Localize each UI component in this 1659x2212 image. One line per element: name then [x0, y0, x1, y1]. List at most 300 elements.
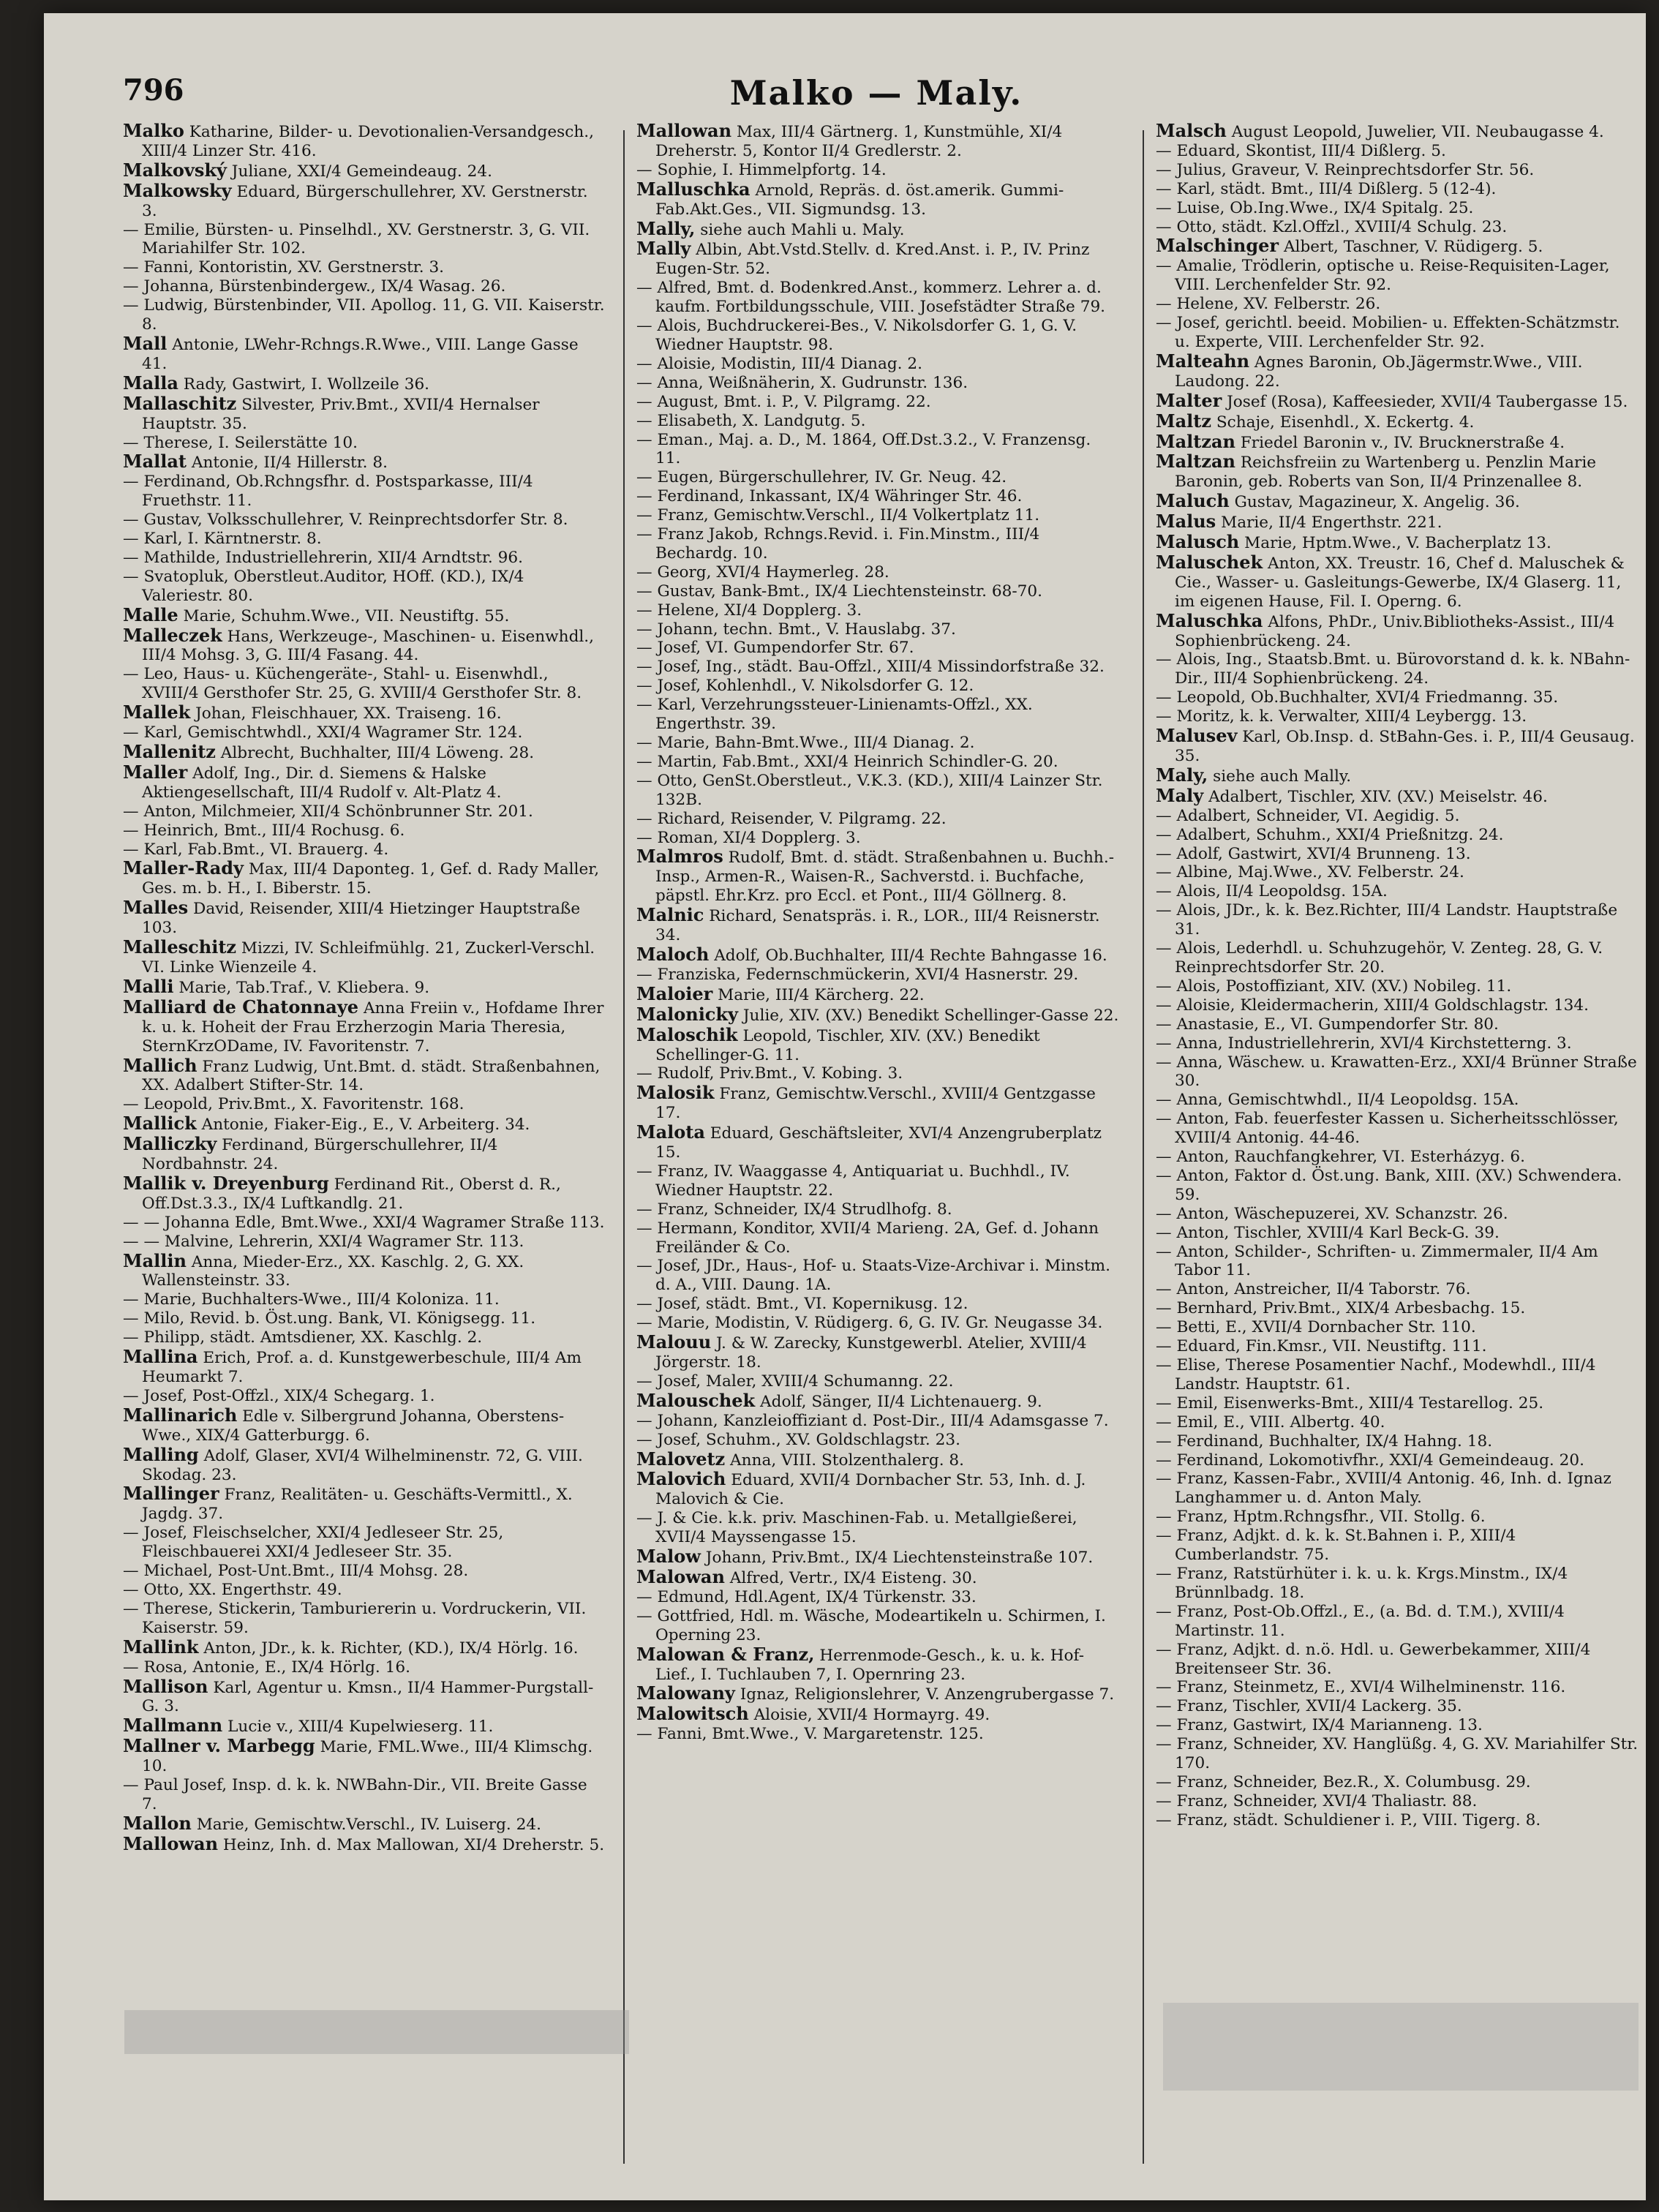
- entry-details: — Richard, Reisender, V. Pilgramg. 22.: [636, 809, 947, 828]
- entry-details: — Franz, Ratstürhüter i. k. u. k. Krgs.Minstm., IX/4 Brünnlbadg. 18.: [1156, 1564, 1568, 1602]
- entry-details: Agnes Baronin, Ob.Jägermstr.Wwe., VIII. Laudong. 22.: [1175, 353, 1583, 391]
- directory-entry: [123, 723, 606, 742]
- directory-entry: [636, 1645, 1119, 1685]
- entry-surname: Mallinger: [123, 1483, 219, 1505]
- entry-details: — Emilie, Bürsten- u. Pinselhdl., XV. Gerstnerstr. 3, G. VII. Mariahilfer Str. 102.: [123, 220, 590, 258]
- entry-details: — Georg, XVI/4 Haymerleg. 28.: [636, 563, 889, 582]
- directory-entry: [123, 1214, 606, 1233]
- directory-entry: [1156, 391, 1639, 412]
- entry-surname: Mallner v. Marbegg: [123, 1735, 315, 1757]
- entry-details: — Alois, II/4 Leopoldsg. 15A.: [1156, 882, 1388, 901]
- entry-details: Marie, Tab.Traf., V. Kliebera. 9.: [178, 978, 430, 997]
- directory-entry: [636, 1083, 1119, 1123]
- entry-details: Schaje, Eisenhdl., X. Eckertg. 4.: [1216, 413, 1475, 432]
- entry-surname: Malowitsch: [636, 1703, 749, 1725]
- entry-surname: Malowany: [636, 1682, 735, 1704]
- directory-entry: [1156, 1565, 1639, 1603]
- directory-entry: [1156, 553, 1639, 612]
- directory-entry: [123, 1776, 606, 1814]
- entry-surname: Maller: [123, 761, 188, 783]
- directory-entry: [636, 945, 1119, 966]
- entry-surname: Malovich: [636, 1468, 726, 1490]
- entry-details: — Ferdinand, Buchhalter, IX/4 Hahng. 18.: [1156, 1432, 1493, 1451]
- entry-details: Antonie, II/4 Hillerstr. 8.: [191, 454, 388, 473]
- directory-entry: [636, 431, 1119, 469]
- entry-details: — Marie, Bahn-Bmt.Wwe., III/4 Dianag. 2.: [636, 734, 975, 752]
- entry-details: — Anna, Wäschew. u. Krawatten-Erz., XXI/4 Brünner Straße 30.: [1156, 1053, 1637, 1091]
- entry-details: — Gustav, Bank-Bmt., IX/4 Liechtensteinstr. 68-70.: [636, 582, 1042, 601]
- entry-surname: Malkowsky: [123, 179, 232, 201]
- directory-entry: [636, 219, 1119, 240]
- directory-entry: [636, 966, 1119, 985]
- entry-surname: Malnic: [636, 904, 704, 926]
- entry-details: Arnold, Repräs. d. öst.amerik. Gummi-Fab.Akt.Ges., VII. Sigmundsg. 13.: [655, 181, 1064, 219]
- entry-details: — Alois, Buchdruckerei-Bes., V. Nikolsdorfer G. 1, G. V. Wiedner Hauptstr. 98.: [636, 317, 1077, 354]
- directory-entry: [123, 121, 606, 161]
- entry-details: Anna, VIII. Stolzenthalerg. 8.: [730, 1451, 965, 1470]
- entry-surname: Maloch: [636, 943, 710, 965]
- directory-entry: [123, 334, 606, 374]
- entry-details: — J. & Cie. k.k. priv. Maschinen-Fab. u. Metallgießerei, XVII/4 Mayssengasse 15.: [636, 1509, 1077, 1547]
- directory-entry: [1156, 1697, 1639, 1716]
- entry-details: — Anton, Tischler, XVIII/4 Karl Beck-G. 39.: [1156, 1223, 1500, 1242]
- directory-entry: [636, 279, 1119, 317]
- directory-entry: [636, 1725, 1119, 1744]
- entry-details: — Franz, Schneider, XV. Hanglüßg. 4, G. XV. Mariahilfer Str. 170.: [1156, 1735, 1639, 1773]
- directory-entry: [123, 763, 606, 802]
- entry-details: Albin, Abt.Vstd.Stellv. d. Kred.Anst. i. P., IV. Prinz Eugen-Str. 52.: [655, 241, 1090, 279]
- directory-entry: [636, 1372, 1119, 1391]
- directory-entry: [123, 703, 606, 723]
- entry-details: — Albine, Maj.Wwe., XV. Felberstr. 24.: [1156, 863, 1464, 882]
- directory-entry: [636, 1219, 1119, 1257]
- directory-entry: [123, 626, 606, 666]
- directory-entry: [636, 317, 1119, 355]
- directory-entry: [1156, 352, 1639, 391]
- entry-details: — Amalie, Trödlerin, optische u. Reise-Requisiten-Lager, VIII. Lerchenfelder Str. 92.: [1156, 257, 1610, 295]
- entry-surname: Malmros: [636, 846, 723, 868]
- directory-entry: [636, 582, 1119, 601]
- directory-entry: [636, 355, 1119, 374]
- directory-entry: [636, 1547, 1119, 1568]
- entry-details: — Leopold, Ob.Buchhalter, XVI/4 Friedmanng. 35.: [1156, 688, 1559, 707]
- entry-details: — Adolf, Gastwirt, XVI/4 Brunneng. 13.: [1156, 844, 1471, 863]
- entry-details: — Leo, Haus- u. Küchengeräte-, Stahl- u. Eisenwhdl., XVIII/4 Gersthofer Str. 25, G. XVIII/4 Gersthofer Str. 8.: [123, 665, 582, 703]
- directory-entry: [123, 161, 606, 181]
- directory-entry: [123, 277, 606, 296]
- directory-entry: [123, 1658, 606, 1677]
- entry-surname: Mallek: [123, 701, 191, 723]
- entry-details: — Roman, XI/4 Dopplerg. 3.: [636, 828, 861, 847]
- entry-surname: Malowan & Franz,: [636, 1643, 815, 1665]
- entry-details: — Ferdinand, Inkassant, IX/4 Währinger Str. 46.: [636, 487, 1023, 506]
- entry-surname: Malling: [123, 1443, 199, 1465]
- entry-details: — Ferdinand, Ob.Rchngsfhr. d. Postsparkasse, III/4 Fruethstr. 11.: [123, 473, 533, 511]
- entry-surname: Malli: [123, 975, 174, 997]
- directory-entry: [636, 506, 1119, 525]
- entry-details: — Mathilde, Industriellehrerin, XII/4 Arndtstr. 96.: [123, 548, 523, 567]
- directory-entry: [636, 1431, 1119, 1450]
- directory-entry: [1156, 1110, 1639, 1148]
- directory-entry: [1156, 766, 1639, 786]
- entry-surname: Malle: [123, 603, 178, 625]
- entry-surname: Mallin: [123, 1249, 187, 1271]
- directory-entry: [636, 982, 1119, 1005]
- entry-surname: Mallison: [123, 1675, 208, 1697]
- directory-entry: [123, 1174, 606, 1214]
- directory-entry: [123, 1056, 606, 1096]
- entry-surname: Maluch: [1156, 490, 1230, 512]
- directory-entry: [636, 374, 1119, 393]
- directory-entry: [1156, 1148, 1639, 1167]
- directory-entry: [123, 821, 606, 840]
- entry-details: — Anton, Wäschepuzerei, XV. Schanzstr. 26.: [1156, 1204, 1508, 1223]
- entry-details: — Anton, Milchmeier, XII/4 Schönbrunner Str. 201.: [123, 802, 533, 821]
- entry-details: — Otto, XX. Engerthstr. 49.: [123, 1580, 342, 1599]
- entry-details: — Franz, Steinmetz, E., XVI/4 Wilhelminenstr. 116.: [1156, 1678, 1566, 1697]
- entry-details: — Adalbert, Schuhm., XXI/4 Prießnitzg. 24.: [1156, 825, 1504, 844]
- entry-details: Juliane, XXI/4 Gemeindeaug. 24.: [231, 162, 492, 181]
- directory-entry: [636, 601, 1119, 620]
- directory-entry: [123, 568, 606, 606]
- entry-details: — Otto, städt. Kzl.Offzl., XVIII/4 Schulg. 23.: [1156, 217, 1508, 236]
- entry-details: Alfred, Vertr., IX/4 Eisteng. 30.: [729, 1568, 977, 1587]
- directory-entry: [636, 412, 1119, 431]
- entry-details: — Anton, Anstreicher, II/4 Taborstr. 76.: [1156, 1280, 1471, 1299]
- entry-details: — Gustav, Volksschullehrer, V. Reinprechtsdorfer Str. 8.: [123, 511, 568, 530]
- directory-entry: [1156, 1053, 1639, 1091]
- entry-details: — Emil, Eisenwerks-Bmt., XIII/4 Testarellog. 25.: [1156, 1393, 1544, 1412]
- entry-details: — Eman., Maj. a. D., M. 1864, Off.Dst.3.2., V. Franzensg. 11.: [636, 430, 1091, 468]
- entry-surname: Malosik: [636, 1082, 715, 1104]
- entry-surname: Malschinger: [1156, 235, 1279, 257]
- entry-details: Rudolf, Bmt. d. städt. Straßenbahnen u. Buchh.-Insp., Armen-R., Waisen-R., Sachverstd. i. Buchfache, päpstl. Ehr.Krz. pro Eccl. et Pont., III/4 Göllnerg. 8.: [655, 849, 1114, 906]
- directory-entry: [123, 530, 606, 549]
- entry-surname: Malota: [636, 1121, 705, 1143]
- entry-details: — Alfred, Bmt. d. Bodenkred.Anst., kommerz. Lehrer a. d. kaufm. Fortbildungsschule, VIII. Josefstädter Straße 79.: [636, 279, 1106, 317]
- column-divider: [623, 130, 625, 2164]
- entry-details: — — Malvine, Lehrerin, XXI/4 Wagramer Str. 113.: [123, 1232, 524, 1251]
- entry-details: Hans, Werkzeuge-, Maschinen- u. Eisenwhdl., III/4 Mohsg. 3, G. III/4 Fasang. 44.: [142, 627, 595, 665]
- directory-entry: [1156, 1318, 1639, 1337]
- directory-entry: [1156, 786, 1639, 807]
- entry-details: — Bernhard, Priv.Bmt., XIX/4 Arbesbachg. 15.: [1156, 1299, 1526, 1318]
- entry-details: Anton, XX. Treustr. 16, Chef d. Maluschek & Cie., Wasser- u. Gasleitungs-Gewerbe, IX/4 Glaserg. 11, im eigenen Hause, Fil. I. Operng. 6.: [1175, 554, 1625, 611]
- directory-entry: [636, 1684, 1119, 1704]
- directory-entry: [636, 1123, 1119, 1162]
- directory-entry: [636, 772, 1119, 810]
- entry-details: Albert, Taschner, V. Rüdigerg. 5.: [1283, 238, 1543, 257]
- entry-details: August Leopold, Juwelier, VII. Neubaugasse 4.: [1231, 123, 1604, 141]
- directory-entry: [636, 1607, 1119, 1645]
- entry-surname: Mall: [123, 332, 168, 354]
- directory-entry: [1156, 1735, 1639, 1773]
- directory-entry: [123, 802, 606, 821]
- entry-surname: Maloier: [636, 982, 713, 1004]
- entry-surname: Maluschek: [1156, 551, 1263, 573]
- directory-entry: [123, 1524, 606, 1562]
- entry-details: Josef (Rosa), Kaffeesieder, XVII/4 Taubergasse 15.: [1227, 392, 1628, 411]
- directory-entry: [636, 1200, 1119, 1219]
- directory-entry: [636, 658, 1119, 677]
- entry-details: Marie, Gemischtw.Verschl., IV. Luiserg. 24.: [196, 1815, 541, 1834]
- page-number: 796: [123, 73, 184, 108]
- entry-surname: Mallon: [123, 1812, 192, 1834]
- directory-entry: [123, 1387, 606, 1406]
- entry-details: Karl, Ob.Insp. d. StBahn-Ges. i. P., III/4 Geusaug. 35.: [1175, 728, 1635, 765]
- directory-entry: [636, 393, 1119, 412]
- entry-surname: Mallowan: [123, 1832, 219, 1854]
- directory-entry: [1156, 1641, 1639, 1679]
- directory-entry: [636, 161, 1119, 180]
- entry-details: Reichsfreiin zu Wartenberg u. Penzlin Marie Baronin, geb. Roberts van Son, II/4 Prinzenallee 8.: [1175, 454, 1597, 492]
- column-3: [1156, 121, 1639, 2170]
- entry-details: — Aloisie, Modistin, III/4 Dianag. 2.: [636, 354, 922, 373]
- directory-entry: [1156, 314, 1639, 352]
- entry-surname: Mallick: [123, 1113, 197, 1135]
- entry-details: — Michael, Post-Unt.Bmt., III/4 Mohsg. 28.: [123, 1562, 469, 1581]
- entry-surname: Malko: [123, 121, 184, 141]
- entry-details: — — Johanna Edle, Bmt.Wwe., XXI/4 Wagramer Straße 113.: [123, 1213, 605, 1232]
- entry-details: Max, III/4 Daponteg. 1, Gef. d. Rady Maller, Ges. m. b. H., I. Biberstr. 15.: [142, 860, 600, 898]
- entry-details: — August, Bmt. i. P., V. Pilgramg. 22.: [636, 392, 931, 411]
- entry-details: — Alois, JDr., k. k. Bez.Richter, III/4 Landstr. Hauptstraße 31.: [1156, 901, 1618, 939]
- entry-surname: Mally,: [636, 217, 696, 239]
- entry-details: Johan, Fleischhauer, XX. Traiseng. 16.: [195, 704, 502, 723]
- entry-details: — Franz Jakob, Rchngs.Revid. i. Fin.Minstm., III/4 Bechardg. 10.: [636, 525, 1040, 563]
- entry-details: — Therese, Stickerin, Tamburiererin u. Vordruckerin, VII. Kaiserstr. 59.: [123, 1599, 587, 1637]
- directory-entry: [1156, 1773, 1639, 1792]
- directory-entry: [1156, 1470, 1639, 1508]
- entry-details: Max, III/4 Gärtnerg. 1, Kunstmühle, XI/4 Dreherstr. 5, Kontor II/4 Gredlerstr. 2.: [655, 123, 1063, 160]
- directory-entry: [1156, 257, 1639, 295]
- entry-surname: Mallink: [123, 1636, 199, 1658]
- directory-entry: [123, 1328, 606, 1347]
- entry-details: — Emil, E., VIII. Albertg. 40.: [1156, 1412, 1385, 1432]
- directory-entry: [636, 753, 1119, 772]
- directory-entry: [123, 374, 606, 394]
- entry-surname: Mally: [636, 238, 691, 260]
- directory-entry: [123, 1716, 606, 1737]
- directory-entry: [636, 1565, 1119, 1588]
- directory-entry: [636, 639, 1119, 658]
- directory-entry: [1156, 452, 1639, 492]
- directory-entry: [123, 665, 606, 703]
- entry-details: Eduard, Bürgerschullehrer, XV. Gerstnerstr. 3.: [142, 182, 588, 220]
- directory-entry: [123, 977, 606, 998]
- directory-entry: [636, 1509, 1119, 1547]
- entry-surname: Malowan: [636, 1565, 725, 1587]
- directory-entry: [1156, 161, 1639, 180]
- entry-details: — Franziska, Federnschmückerin, XVI/4 Hasnerstr. 29.: [636, 965, 1079, 984]
- entry-details: — Gottfried, Hdl. m. Wäsche, Modeartikeln u. Schirmen, I. Operning 23.: [636, 1606, 1106, 1644]
- directory-entry: [123, 1814, 606, 1835]
- directory-entry: [123, 1445, 606, 1485]
- entry-surname: Mallina: [123, 1346, 198, 1368]
- entry-details: — Fanni, Kontoristin, XV. Gerstnerstr. 3.: [123, 258, 445, 277]
- directory-entry: [123, 1737, 606, 1776]
- entry-details: Marie, Hptm.Wwe., V. Bacherplatz 13.: [1244, 534, 1551, 553]
- directory-entry: [123, 258, 606, 277]
- directory-entry: [123, 1406, 606, 1445]
- entry-details: — Alois, Postoffiziant, XIV. (XV.) Nobileg. 11.: [1156, 977, 1512, 996]
- directory-entry: [123, 840, 606, 859]
- directory-entry: [1156, 707, 1639, 726]
- entry-details: — Elise, Therese Posamentier Nachf., Modewhdl., III/4 Landstr. Hauptstr. 61.: [1156, 1356, 1596, 1393]
- entry-details: — Paul Josef, Insp. d. k. k. NWBahn-Dir., VII. Breite Gasse 7.: [123, 1776, 587, 1813]
- entry-details: Gustav, Magazineur, X. Angelig. 36.: [1234, 493, 1520, 512]
- entry-surname: Malluschka: [636, 178, 750, 200]
- entry-details: — Josef, Kohlenhdl., V. Nikolsdorfer G. 12.: [636, 677, 974, 696]
- directory-entry: [1156, 432, 1639, 453]
- entry-details: — Anton, Faktor d. Öst.ung. Bank, XIII. (XV.) Schwendera. 59.: [1156, 1166, 1622, 1204]
- entry-details: Antonie, LWehr-Rchngs.R.Wwe., VIII. Lange Gasse 41.: [142, 335, 579, 373]
- entry-surname: Malla: [123, 372, 178, 394]
- directory-entry: [636, 677, 1119, 696]
- entry-surname: Mallich: [123, 1054, 198, 1076]
- entry-details: — Rudolf, Priv.Bmt., V. Kobing. 3.: [636, 1064, 903, 1083]
- entry-details: — Franz, Gemischtw.Verschl., II/4 Volkertplatz 11.: [636, 506, 1040, 525]
- entry-details: — Franz, Kassen-Fabr., XVIII/4 Antonig. 46, Inh. d. Ignaz Langhammer u. d. Anton Maly.: [1156, 1470, 1611, 1508]
- entry-details: — Johann, Kanzleioffiziant d. Post-Dir., III/4 Adamsgasse 7.: [636, 1411, 1109, 1430]
- directory-entry: [123, 221, 606, 259]
- entry-details: — Johanna, Bürstenbindergew., IX/4 Wasag. 26.: [123, 277, 506, 296]
- directory-entry: [123, 603, 606, 626]
- entry-details: — Milo, Revid. b. Öst.ung. Bank, VI. Königsegg. 11.: [123, 1309, 536, 1328]
- entry-details: Franz, Realitäten- u. Geschäfts-Vermittl., X. Jagdg. 37.: [142, 1486, 573, 1524]
- directory-entry: [123, 1581, 606, 1600]
- directory-entry: [636, 1470, 1119, 1509]
- directory-entry: [636, 1295, 1119, 1314]
- directory-entry: [1156, 121, 1639, 142]
- directory-entry: [636, 829, 1119, 848]
- entry-details: Franz, Gemischtw.Verschl., XVIII/4 Gentzgasse 17.: [655, 1085, 1096, 1123]
- entry-surname: Malliczky: [123, 1133, 217, 1155]
- entry-details: — Franz, Tischler, XVII/4 Lackerg. 35.: [1156, 1697, 1462, 1716]
- entry-details: — Alois, Lederhdl. u. Schuhzugehör, V. Zenteg. 28, G. V. Reinprechtsdorfer Str. 20.: [1156, 939, 1603, 977]
- page-title: Malko — Maly.: [729, 73, 1023, 113]
- entry-details: — Alois, Ing., Staatsb.Bmt. u. Bürovorstand d. k. k. NBahn-Dir., III/4 Sophienbrückeng. 24.: [1156, 650, 1630, 688]
- directory-entry: [636, 906, 1119, 945]
- entry-details: — Sophie, I. Himmelpfortg. 14.: [636, 160, 887, 179]
- entry-details: Marie, III/4 Kärcherg. 22.: [718, 985, 925, 1004]
- directory-entry: [1156, 180, 1639, 199]
- directory-entry: [123, 1114, 606, 1135]
- entry-details: Anton, JDr., k. k. Richter, (KD.), IX/4 Hörlg. 16.: [203, 1639, 579, 1658]
- entry-surname: Mallinarich: [123, 1404, 238, 1426]
- directory-entry: [1156, 1811, 1639, 1830]
- directory-entry: [636, 525, 1119, 563]
- directory-entry: [1156, 1034, 1639, 1053]
- entry-details: — Ludwig, Bürstenbinder, VII. Apollog. 11, G. VII. Kaiserstr. 8.: [123, 296, 605, 334]
- entry-details: — Helene, XV. Felberstr. 26.: [1156, 295, 1381, 314]
- entry-surname: Malsch: [1156, 121, 1227, 141]
- directory-entry: [1156, 295, 1639, 314]
- directory-entry: [1156, 1413, 1639, 1432]
- entry-surname: Malliard de Chatonnaye: [123, 996, 359, 1017]
- directory-entry: [123, 1309, 606, 1328]
- entry-surname: Maltz: [1156, 410, 1211, 432]
- entry-details: Anna Freiin v., Hofdame Ihrer k. u. k. Hoheit der Frau Erzherzogin Maria Theresia, SternKrzODame, IV. Favoritenstr. 7.: [142, 998, 604, 1056]
- entry-details: — Franz, städt. Schuldiener i. P., VIII. Tigerg. 8.: [1156, 1810, 1541, 1829]
- entry-details: Edle v. Silbergrund Johanna, Oberstens-Wwe., XIX/4 Gatterburgg. 6.: [142, 1407, 565, 1445]
- entry-details: Eduard, XVII/4 Dornbacher Str. 53, Inh. d. J. Malovich & Cie.: [655, 1471, 1086, 1509]
- directory-entry: [1156, 1167, 1639, 1205]
- entry-details: — Franz, Schneider, XVI/4 Thaliastr. 88.: [1156, 1791, 1478, 1810]
- entry-details: — Franz, Post-Ob.Offzl., E., (a. Bd. d. T.M.), XVIII/4 Martinstr. 11.: [1156, 1602, 1565, 1640]
- entry-details: Katharine, Bilder- u. Devotionalien-Versandgesch., XIII/4 Linzer Str. 416.: [142, 123, 594, 160]
- entry-details: — Marie, Buchhalters-Wwe., III/4 Koloniza. 11.: [123, 1290, 500, 1309]
- entry-surname: Malter: [1156, 389, 1222, 411]
- entry-details: — Leopold, Priv.Bmt., X. Favoritenstr. 168.: [123, 1095, 464, 1114]
- directory-entry: [636, 1314, 1119, 1333]
- entry-details: — Anna, Industriellehrerin, XVI/4 Kirchstetterng. 3.: [1156, 1034, 1572, 1053]
- entry-details: Adolf, Ing., Dir. d. Siemens & Halske Aktiengesellschaft, III/4 Rudolf v. Alt-Platz 4.: [142, 764, 502, 802]
- entry-details: Ferdinand, Bürgerschullehrer, II/4 Nordbahnstr. 24.: [142, 1136, 498, 1174]
- directory-entry: [636, 734, 1119, 753]
- entry-details: Heinz, Inh. d. Max Mallowan, XI/4 Dreherstr. 5.: [222, 1835, 605, 1854]
- entry-details: — Marie, Modistin, V. Rüdigerg. 6, G. IV. Gr. Neugasse 34.: [636, 1314, 1103, 1333]
- directory-entry: [123, 998, 606, 1056]
- entry-surname: Malleczek: [123, 624, 222, 646]
- entry-details: — Josef, gerichtl. beeid. Mobilien- u. Effekten-Schätzmstr. u. Experte, VIII. Lerchenfelder Str. 92.: [1156, 314, 1620, 351]
- entry-details: — Anna, Gemischtwhdl., II/4 Leopoldsg. 15A.: [1156, 1091, 1519, 1110]
- directory-entry: [123, 434, 606, 453]
- directory-entry: [1156, 650, 1639, 688]
- entry-details: Ignaz, Religionslehrer, V. Anzengrubergasse 7.: [740, 1685, 1115, 1704]
- entry-details: — Karl, I. Kärntnerstr. 8.: [123, 530, 322, 549]
- entry-details: Friedel Baronin v., IV. Brucknerstraße 4.: [1240, 433, 1565, 452]
- directory-entry: [123, 473, 606, 511]
- directory-entry: [636, 1391, 1119, 1412]
- directory-entry: [1156, 726, 1639, 766]
- entry-surname: Maltzan: [1156, 430, 1235, 452]
- entry-surname: Malouu: [636, 1331, 712, 1353]
- entry-details: — Josef, Post-Offzl., XIX/4 Schegarg. 1.: [123, 1386, 435, 1405]
- entry-details: — Josef, städt. Bmt., VI. Kopernikusg. 12.: [636, 1295, 968, 1314]
- directory-entry: [123, 1562, 606, 1581]
- entry-details: Julie, XIV. (XV.) Benedikt Schellinger-Gasse 22.: [742, 1006, 1119, 1025]
- entry-details: Aloisie, XVII/4 Hormayrg. 49.: [753, 1706, 990, 1725]
- entry-details: — Helene, XI/4 Dopplerg. 3.: [636, 601, 862, 620]
- entry-details: Adolf, Ob.Buchhalter, III/4 Rechte Bahngasse 16.: [714, 946, 1107, 965]
- directory-entry: [123, 1095, 606, 1114]
- entry-details: Franz Ludwig, Unt.Bmt. d. städt. Straßenbahnen, XX. Adalbert Stifter-Str. 14.: [142, 1057, 601, 1095]
- directory-entry: [123, 938, 606, 977]
- directory-entry: [1156, 1337, 1639, 1356]
- entry-details: — Fanni, Bmt.Wwe., V. Margaretenstr. 125.: [636, 1725, 984, 1744]
- column-2: [636, 121, 1119, 2170]
- entry-details: — Anastasie, E., VI. Gumpendorfer Str. 80.: [1156, 1015, 1499, 1034]
- entry-surname: Mallowan: [636, 121, 732, 141]
- entry-surname: Malleschitz: [123, 936, 237, 958]
- directory-entry: [123, 1600, 606, 1638]
- entry-surname: Malusch: [1156, 531, 1240, 553]
- directory-entry: [636, 1023, 1119, 1065]
- directory-entry: [123, 394, 606, 434]
- directory-entry: [1156, 996, 1639, 1015]
- entry-details: — Eduard, Fin.Kmsr., VII. Neustiftg. 111.: [1156, 1337, 1487, 1356]
- directory-entry: [1156, 1508, 1639, 1527]
- entry-details: — Franz, Schneider, Bez.R., X. Columbusg. 29.: [1156, 1772, 1531, 1791]
- directory-entry: [636, 1005, 1119, 1026]
- entry-details: — Philipp, städt. Amtsdiener, XX. Kaschlg. 2.: [123, 1328, 483, 1347]
- directory-entry: [123, 1233, 606, 1252]
- entry-details: — Josef, Schuhm., XV. Goldschlagstr. 23.: [636, 1430, 960, 1449]
- entry-details: — Josef, Maler, XVIII/4 Schumanng. 22.: [636, 1372, 954, 1391]
- entry-details: — Anton, Rauchfangkehrer, VI. Esterházyg. 6.: [1156, 1148, 1525, 1167]
- entry-surname: Malow: [636, 1546, 701, 1568]
